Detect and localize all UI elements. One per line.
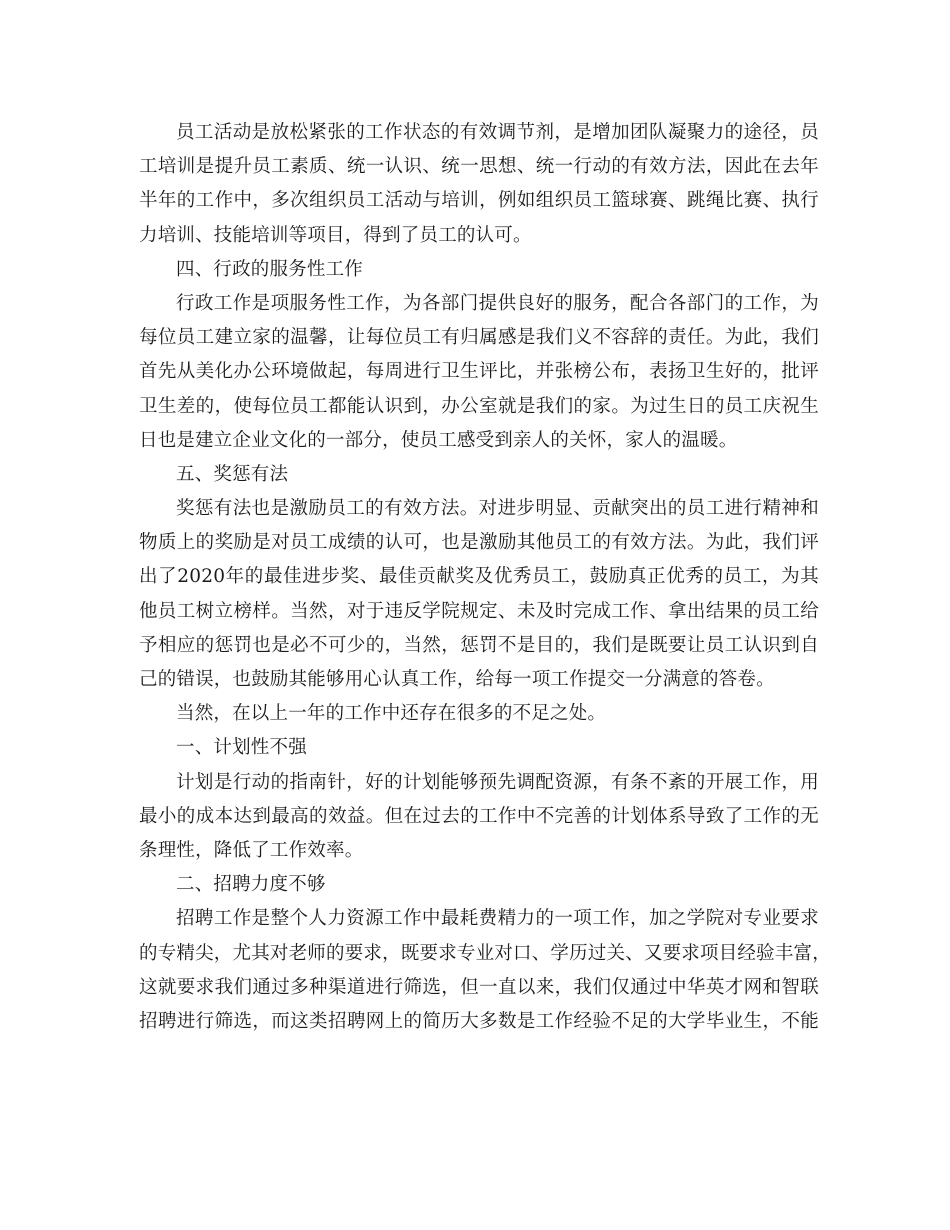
- text-line: 力培训、技能培训等项目，得到了员工的认可。: [139, 224, 532, 246]
- text-line: 四、行政的服务性工作: [176, 258, 364, 280]
- text-line: 每位员工建立家的温馨，让每位员工有归属感是我们义不容辞的责任。为此，我们: [139, 327, 819, 349]
- text-line: 条理性，降低了工作效率。: [139, 839, 364, 861]
- text-line: 半年的工作中，多次组织员工活动与培训，例如组织员工篮球赛、跳绳比赛、执行: [139, 190, 819, 212]
- text-line: 的专精尖，尤其对老师的要求，既要求专业对口、学历过关、又要求项目经验丰富，: [139, 942, 831, 964]
- text-line: 日也是建立企业文化的一部分，使员工感受到亲人的关怀，家人的温暖。: [139, 429, 738, 451]
- text-line: 二、招聘力度不够: [176, 874, 326, 896]
- text-line: 当然，在以上一年的工作中还存在很多的不足之处。: [176, 703, 607, 725]
- text-line: 这就要求我们通过多种渠道进行筛选，但一直以来，我们仅通过中华英才网和智联: [139, 976, 819, 998]
- text-line: 员工活动是放松紧张的工作状态的有效调节剂，是增加团队凝聚力的途径，员: [176, 122, 819, 143]
- text-line: 最小的成本达到最高的效益。但在过去的工作中不完善的计划体系导致了工作的无: [139, 805, 819, 827]
- text-line: 予相应的惩罚也是必不可少的，当然，惩罚不是目的，我们是既要让员工认识到自: [139, 634, 819, 656]
- text-line: 物质上的奖励是对员工成绩的认可，也是激励其他员工的有效方法。为此，我们评: [139, 532, 819, 554]
- text-line: 招聘进行筛选，而这类招聘网上的简历大多数是工作经验不足的大学毕业生，不能: [139, 1010, 819, 1032]
- text-line: 招聘工作是整个人力资源工作中最耗费精力的一项工作，加之学院对专业要求: [176, 908, 819, 930]
- text-line: 己的错误，也鼓励其能够用心认真工作，给每一项工作提交一分满意的答卷。: [139, 669, 775, 690]
- text-line: 五、奖惩有法: [176, 463, 289, 485]
- text-line: 一、计划性不强: [176, 737, 307, 759]
- text-line: 他员工树立榜样。当然，对于违反学院规定、未及时完成工作、拿出结果的员工给: [139, 600, 819, 622]
- text-line: 奖惩有法也是激励员工的有效方法。对进步明显、贡献突出的员工进行精神和: [176, 498, 819, 520]
- text-line: 行政工作是项服务性工作，为各部门提供良好的服务，配合各部门的工作，为: [176, 292, 819, 314]
- text-line: 计划是行动的指南针，好的计划能够预先调配资源，有条不紊的开展工作，用: [176, 771, 819, 793]
- text-line: 首先从美化办公环境做起，每周进行卫生评比，并张榜公布，表扬卫生好的，批评: [139, 361, 819, 383]
- text-line: 卫生差的，使每位员工都能认识到，办公室就是我们的家。为过生日的员工庆祝生: [139, 395, 819, 417]
- text-line: 工培训是提升员工素质、统一认识、统一思想、统一行动的有效方法，因此在去年: [139, 156, 819, 178]
- text-line: 出了2020年的最佳进步奖、最佳贡献奖及优秀员工，鼓励真正优秀的员工，为其: [139, 566, 819, 588]
- document-body: [139, 116, 831, 1039]
